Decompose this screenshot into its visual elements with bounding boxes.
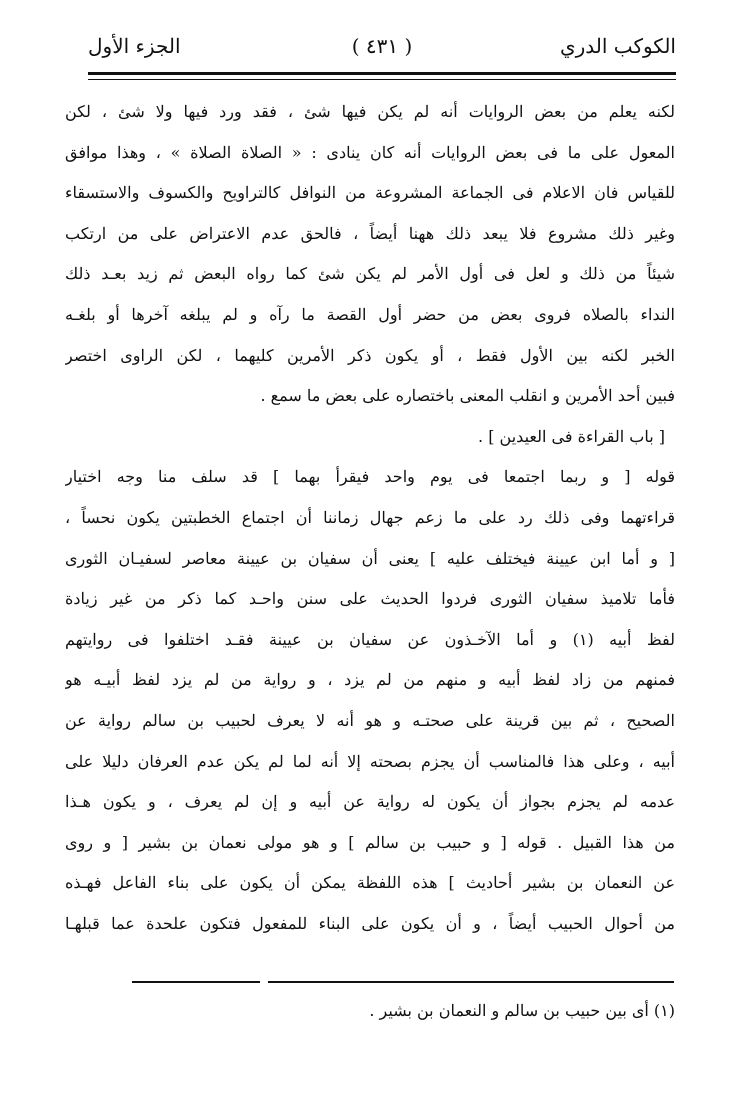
- volume-label: الجزء الأول: [88, 34, 181, 58]
- running-header: [88, 30, 676, 64]
- text-line: فأما تلاميذ سفيان الثورى فردوا الحديث على سنن واحـد كما ذكر من غير زيادة: [65, 589, 675, 609]
- text-line: فبين أحد الأمرين و انقلب المعنى باختصاره على بعض ما سمع .: [260, 386, 675, 406]
- text-line: لكنه يعلم من بعض الروايات أنه لم يكن فيها شئ ، فقد ورد فيها ولا شئ ، لكن: [65, 102, 675, 121]
- text-line: عدمه لم يجزم بجواز أن يكون له رواية عن أبيه و إن لم يعرف ، و يكون هـذا: [65, 792, 675, 812]
- book-title: الكوكب الدري: [559, 34, 676, 58]
- body-text: [65, 92, 675, 944]
- text-line: الصحيح ، ثم بين قرينة على صحتـه و هو أنه لا يعرف لحبيب بن سالم رواية عن: [65, 710, 675, 730]
- text-line: النداء بالصلاه فروى بعض من حضر أول القصة ما رآه و لم يبلغه آخرها أو بلغـه: [65, 304, 675, 324]
- text-line: أبيه ، وعلى هذا فالمناسب أن يجزم بصحته إلا أنه لما لم يكن عدم العرفان دليلا على: [65, 751, 675, 771]
- header-rule-thick: [88, 72, 676, 75]
- footnote: (١) أى بين حبيب بن سالم و النعمان بن بشير .: [369, 1001, 675, 1020]
- text-line: لفظ أبيه (١) و أما الآخـذون عن سفيان بن عيينة فقـد اختلفوا فى روايتهم: [65, 629, 675, 649]
- section-heading: [ باب القراءة فى العيدين ] .: [478, 426, 665, 446]
- header-rule-thin: [88, 79, 676, 80]
- text-line: للقياس فان الاعلام فى الجماعة المشروعة من النوافل كالتراويح والكسوف والاستسقاء: [65, 183, 675, 203]
- text-line: قوله [ و ربما اجتمعا فى يوم واحد فيقرأ بهما ] قد سلف منا وجه اختيار: [65, 467, 675, 487]
- text-line: الخبر لكنه بين الأول فقط ، أو يكون ذكر الأمرين كليهما ، لكن الراوى اختصر: [65, 345, 675, 365]
- text-line: وغير ذلك مشروع فلا يبعد ذلك ههنا أيضاً ، فالحق عدم الاعتراض على من ارتكب: [65, 223, 675, 243]
- text-line: [ و أما ابن عيينة فيختلف عليه ] يعنى أن سفيان بن عيينة معاصر لسفيـان الثورى: [65, 548, 675, 568]
- text-line: المعول على ما فى بعض الروايات أنه كان ينادى : « الصلاة الصلاة » ، وهذا موافق: [65, 142, 675, 162]
- text-line: فمنهم من زاد لفظ أبيه و منهم من لم يزد ، و رواية من لم يزد لفظ أبيـه هو: [65, 670, 675, 690]
- text-line: من هذا القبيل . قوله [ و حبيب بن سالم ] و هو مولى نعمان بن بشير [ و روى: [65, 832, 675, 852]
- text-line: من أحوال الحبيب أيضاً ، و أن يكون على البناء للمفعول فتكون علحدة عما قبلهـا: [65, 913, 675, 933]
- page-number: ( ٤٣١ ): [351, 34, 413, 58]
- text-line: شيئاً من ذلك و لعل فى أول الأمر لم يكن شئ كما رواه البعض ثم زيد بعـد ذلك: [65, 264, 675, 284]
- text-line: عن النعمان بن بشير أحاديث ] هذه اللفظة يمكن أن يكون على بناء الفاعل فهـذه: [65, 873, 675, 893]
- footnote-rule: [268, 981, 674, 983]
- footnote-rule: [132, 981, 260, 983]
- text-line: قراءتهما وفى ذلك رد على ما زعم جهال زماننا أن اجتماع الخطبتين يكون نحساً ،: [65, 507, 675, 527]
